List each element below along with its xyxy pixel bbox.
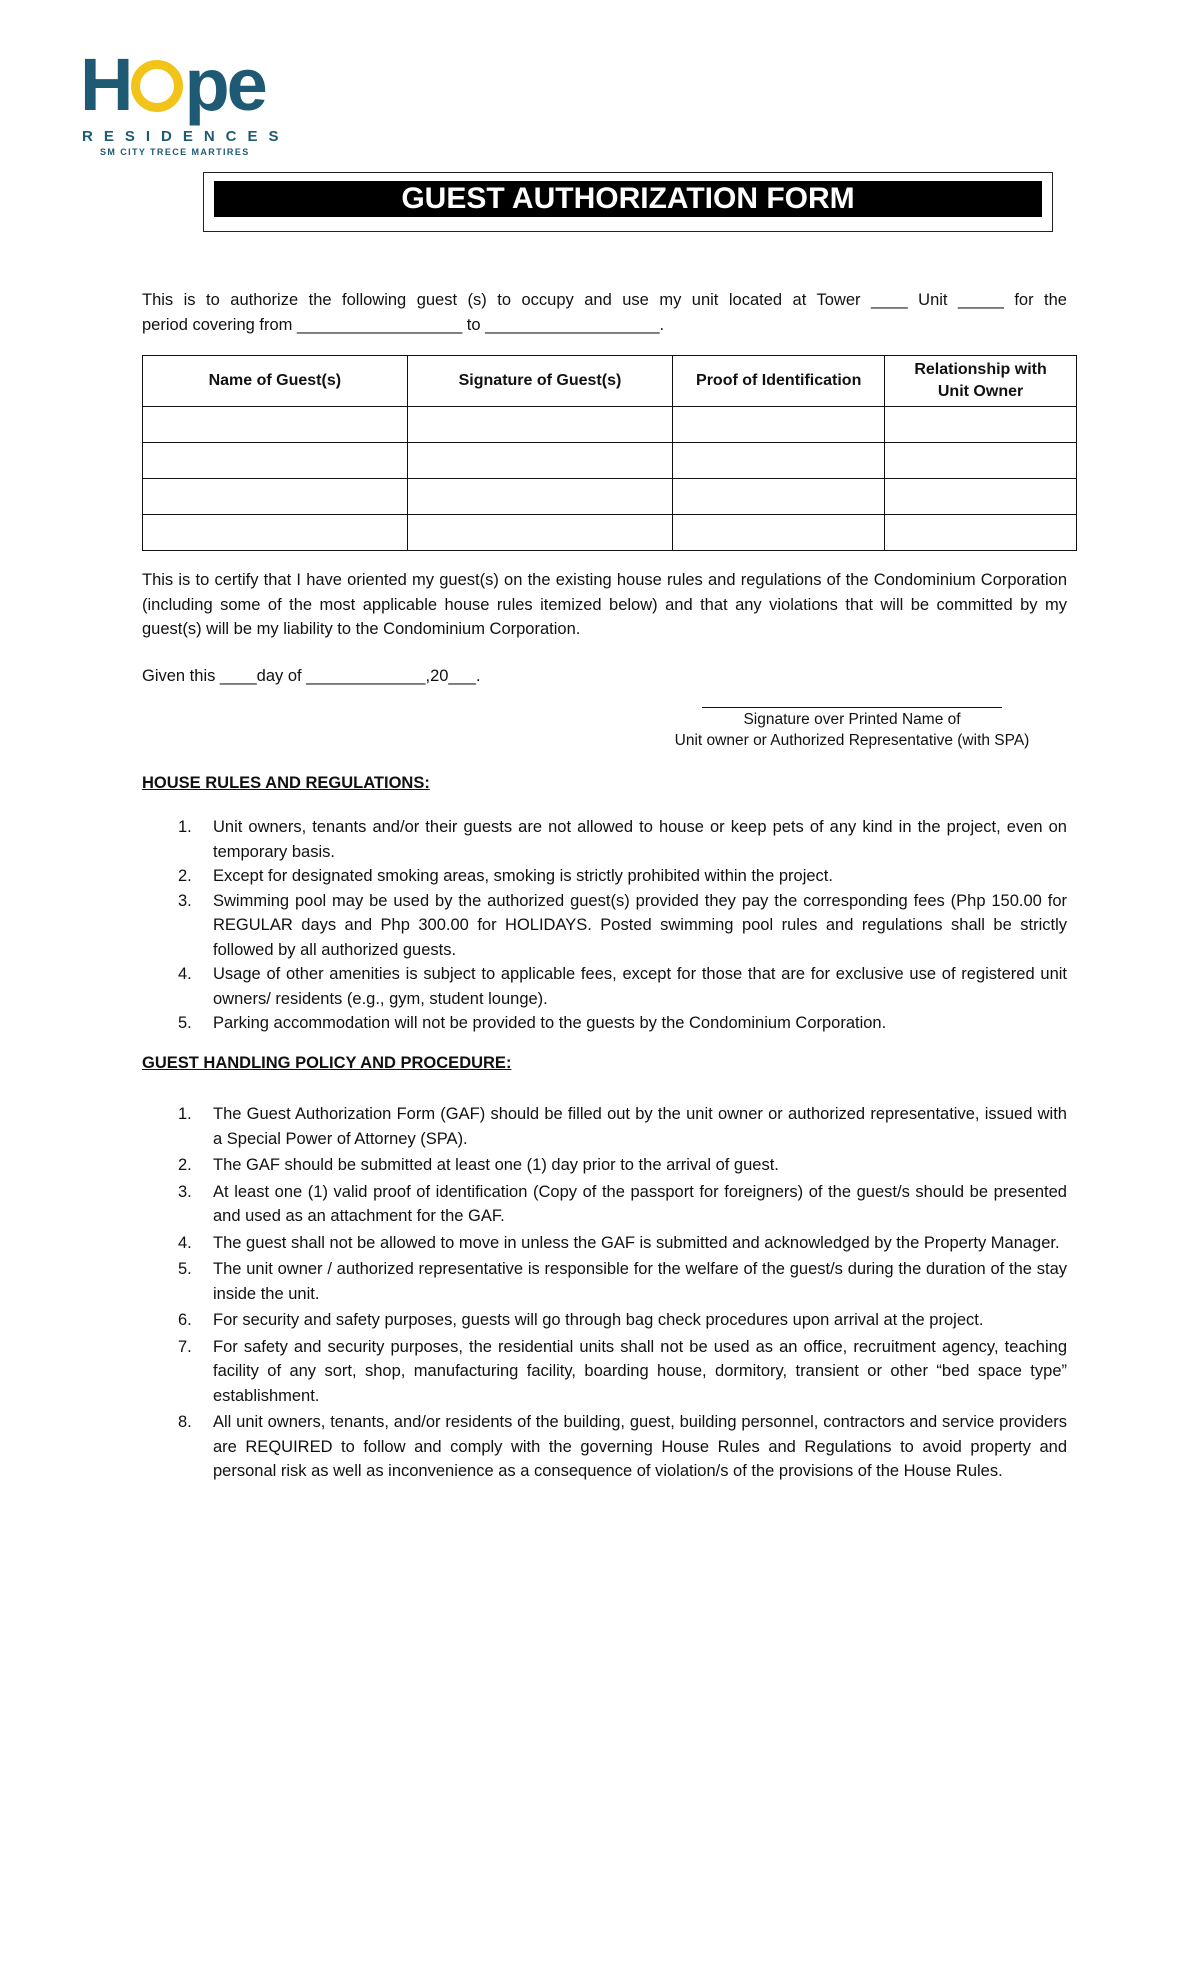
logo-residences: RESIDENCES: [82, 128, 290, 145]
logo-o-ring-icon: [131, 60, 183, 112]
list-item-text: Except for designated smoking areas, smoking is strictly prohibited within the project.: [213, 867, 833, 885]
signature-caption-line-2: Unit owner or Authorized Representative (with SPA): [674, 732, 1030, 749]
list-item: [142, 1102, 1067, 1151]
list-item: [142, 1011, 1067, 1036]
guest-id-cell[interactable]: [673, 443, 885, 479]
intro-line-1: This is to authorize the following guest (s) to occupy and use my unit located at Tower ____ Unit _____ for the: [142, 291, 1067, 309]
list-item-text: Usage of other amenities is subject to applicable fees, except for those that are for exclusive use of registered unit owners/ residents (e.g., gym, student lounge).: [213, 965, 1067, 1008]
header-relationship-with-unit-owner: Relationship with Unit Owner: [885, 356, 1077, 407]
list-item-number: 3.: [178, 1182, 192, 1201]
guest-signature-cell[interactable]: [407, 515, 673, 551]
header-proof-of-identification: Proof of Identification: [673, 356, 885, 407]
hope-residences-logo: [80, 43, 290, 157]
guest-policy-list: [142, 1102, 1067, 1486]
list-item-text: Swimming pool may be used by the authorized guest(s) provided they pay the corresponding fees (Php 150.00 for REGULAR days and Php 300.00 for HOLIDAYS. Posted swimming pool rules and regulations shall be strictly followed by all authorized guests.: [213, 891, 1067, 959]
guest-id-cell[interactable]: [673, 479, 885, 515]
list-item-number: 1.: [178, 818, 192, 836]
guest-signature-cell[interactable]: [407, 407, 673, 443]
guest-signature-cell[interactable]: [407, 443, 673, 479]
house-rules-heading: HOUSE RULES AND REGULATIONS:: [142, 774, 430, 792]
list-item-text: All unit owners, tenants, and/or residents of the building, guest, building personnel, contractors and service providers are REQUIRED to follow and comply with the governing House Rules and Regulations to avoid property and personal risk as well as inconvenience as a consequence of violation/s of the provisions of the House Rules.: [213, 1413, 1067, 1480]
guest-table: [142, 355, 1077, 551]
list-item: [142, 864, 1067, 889]
list-item: [142, 1410, 1067, 1484]
table-row: [143, 479, 1077, 515]
logo-location: SM CITY TRECE MARTIRES: [100, 147, 250, 157]
house-rules-list: [142, 815, 1067, 1036]
list-item: [142, 1231, 1067, 1256]
list-item-number: 4.: [178, 1233, 192, 1252]
list-item: [142, 962, 1067, 1011]
list-item-number: 5.: [178, 1260, 192, 1278]
form-title-frame: [203, 172, 1053, 232]
guest-name-cell[interactable]: [143, 515, 408, 551]
list-item-number: 5.: [178, 1014, 192, 1032]
given-this-line: Given this ____day of _____________,20___.: [142, 667, 481, 685]
table-row: [143, 515, 1077, 551]
list-item-text: The guest shall not be allowed to move in unless the GAF is submitted and acknowledged by the Property Manager.: [213, 1233, 1060, 1252]
list-item-text: The GAF should be submitted at least one (1) day prior to the arrival of guest.: [213, 1156, 779, 1174]
list-item-text: For safety and security purposes, the residential units shall not be used as an office, recruitment agency, teaching facility of any sort, shop, manufacturing facility, boarding house, dormitory, transient or other “bed space type” establishment.: [213, 1337, 1067, 1405]
table-row: [143, 443, 1077, 479]
list-item-text: Parking accommodation will not be provided to the guests by the Condominium Corporation.: [213, 1014, 887, 1032]
guest-relationship-cell[interactable]: [885, 515, 1077, 551]
signature-line: [702, 707, 1002, 708]
list-item: [142, 815, 1067, 864]
guest-id-cell[interactable]: [673, 407, 885, 443]
table-row: [143, 407, 1077, 443]
guest-table-header-row: [143, 356, 1077, 407]
signature-caption-line-1: Signature over Printed Name of: [743, 711, 961, 728]
list-item-number: 8.: [178, 1413, 192, 1431]
list-item-text: At least one (1) valid proof of identification (Copy of the passport for foreigners) of the guest/s should be presented and used as an attachment for the GAF.: [213, 1182, 1067, 1225]
list-item-text: The unit owner / authorized representative is responsible for the welfare of the guest/s during the duration of the stay inside the unit.: [213, 1260, 1067, 1303]
list-item: [142, 1257, 1067, 1306]
list-item-number: 3.: [178, 891, 192, 910]
intro-line-2: period covering from __________________ to ___________________.: [142, 315, 665, 334]
list-item-number: 6.: [178, 1311, 192, 1329]
guest-policy-heading: GUEST HANDLING POLICY AND PROCEDURE:: [142, 1054, 512, 1072]
list-item: [142, 889, 1067, 963]
guest-relationship-cell[interactable]: [885, 443, 1077, 479]
guest-id-cell[interactable]: [673, 515, 885, 551]
list-item-text: For security and safety purposes, guests will go through bag check procedures upon arrival at the project.: [213, 1311, 984, 1329]
list-item: [142, 1180, 1067, 1229]
list-item-number: 2.: [178, 867, 192, 885]
list-item: [142, 1335, 1067, 1409]
list-item-text: The Guest Authorization Form (GAF) should be filled out by the unit owner or authorized representative, issued with a Special Power of Attorney (SPA).: [213, 1105, 1067, 1148]
logo-wordmark: H pe: [80, 43, 265, 126]
list-item: [142, 1308, 1067, 1333]
guest-name-cell[interactable]: [143, 443, 408, 479]
guest-relationship-cell[interactable]: [885, 479, 1077, 515]
list-item: [142, 1153, 1067, 1178]
list-item-number: 7.: [178, 1337, 192, 1356]
list-item-number: 4.: [178, 965, 192, 983]
signature-caption: [652, 709, 1052, 751]
guest-name-cell[interactable]: [143, 479, 408, 515]
header-signature-of-guests: Signature of Guest(s): [407, 356, 673, 407]
guest-name-cell[interactable]: [143, 407, 408, 443]
certification-paragraph: This is to certify that I have oriented my guest(s) on the existing house rules and regulations of the Condominium Corporation (including some of the most applicable house rules itemized below) and that any violations that will be committed by my guest(s) will be my liability to the Condominium Corporation.: [142, 571, 1067, 638]
guest-relationship-cell[interactable]: [885, 407, 1077, 443]
guest-signature-cell[interactable]: [407, 479, 673, 515]
list-item-text: Unit owners, tenants and/or their guests are not allowed to house or keep pets of any kind in the project, even on temporary basis.: [213, 818, 1067, 861]
list-item-number: 2.: [178, 1156, 192, 1174]
header-name-of-guests: Name of Guest(s): [143, 356, 408, 407]
list-item-number: 1.: [178, 1105, 192, 1123]
intro-paragraph: [142, 288, 1067, 337]
form-title: GUEST AUTHORIZATION FORM: [214, 181, 1042, 217]
